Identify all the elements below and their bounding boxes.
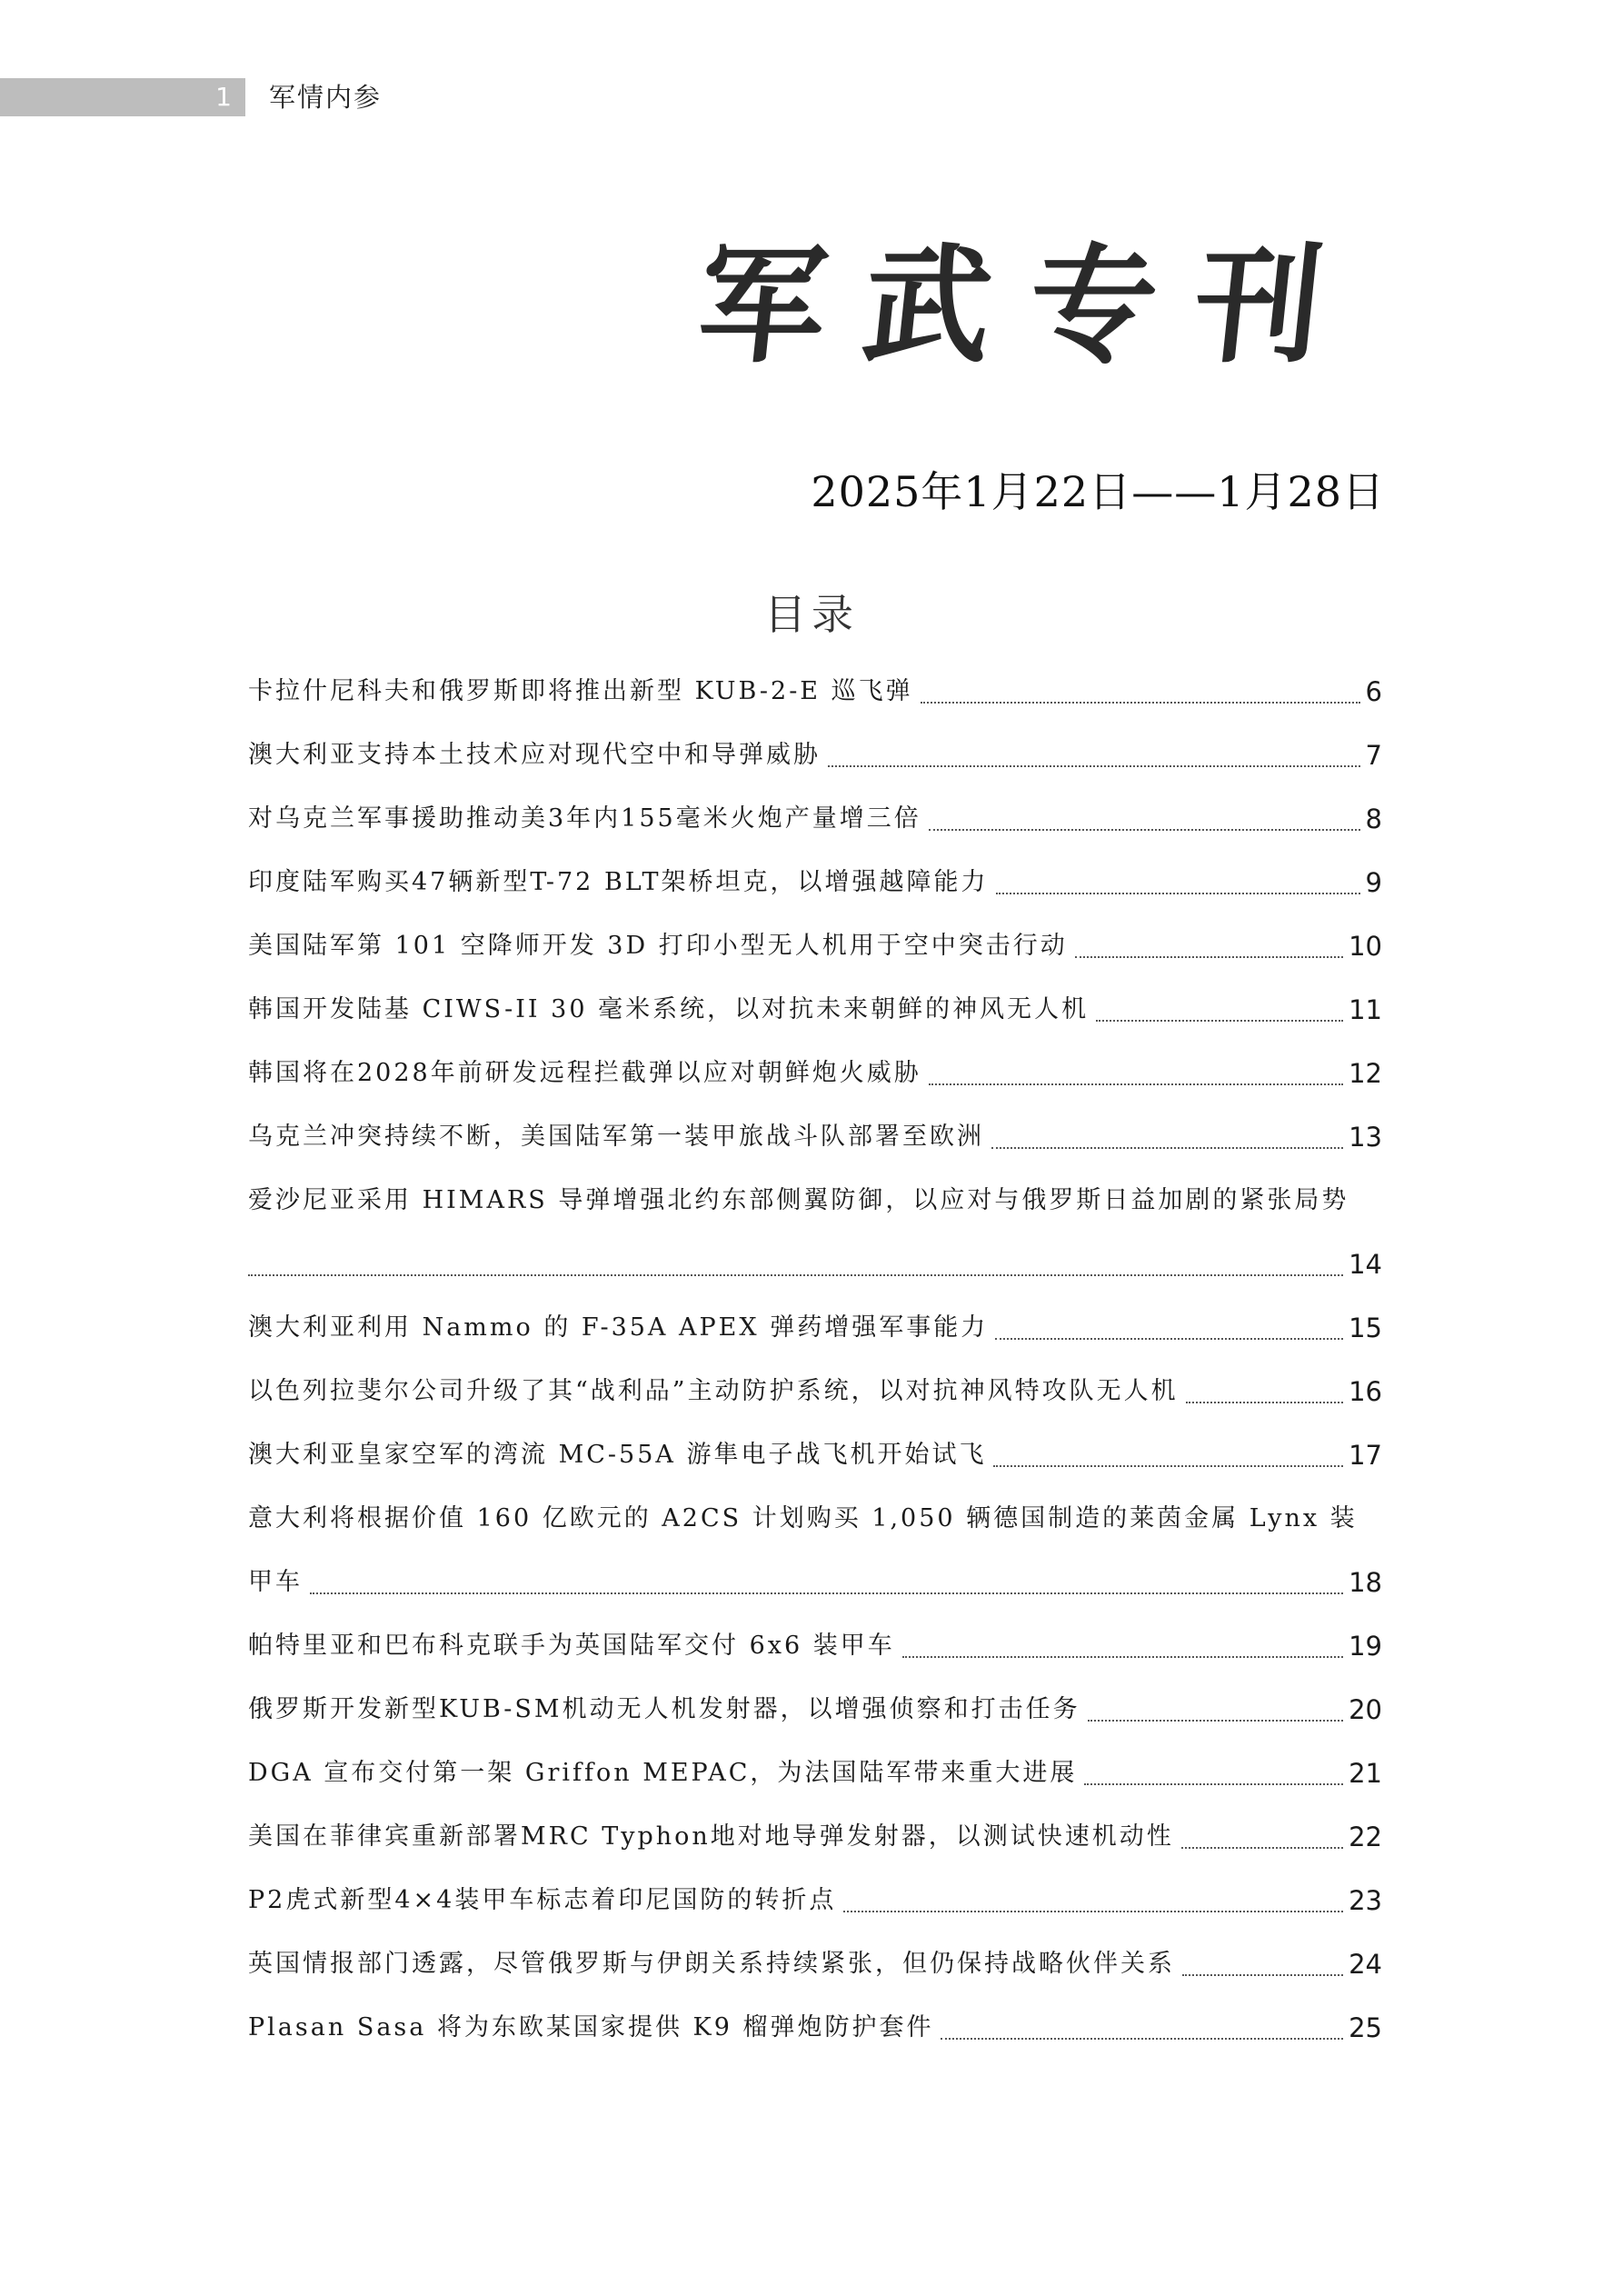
table-of-contents	[248, 660, 1382, 2060]
toc-entry-title: P2虎式新型4×4装甲车标志着印尼国防的转折点	[248, 1886, 837, 1914]
toc-entry[interactable]	[248, 1042, 1382, 1105]
toc-entry-page: 18	[1349, 1567, 1382, 1598]
toc-entry-page: 25	[1349, 2012, 1382, 2043]
toc-entry-page: 14	[1349, 1249, 1382, 1280]
toc-entry[interactable]	[248, 1678, 1382, 1742]
toc-entry-title: 英国情报部门透露，尽管俄罗斯与伊朗关系持续紧张，但仍保持战略伙伴关系	[248, 1950, 1175, 1978]
toc-entry[interactable]	[248, 1996, 1382, 2060]
toc-entry-title: 乌克兰冲突持续不断，美国陆军第一装甲旅战斗队部署至欧洲	[248, 1123, 984, 1151]
dot-leader	[929, 828, 1360, 831]
dot-leader	[921, 701, 1360, 704]
dot-leader	[843, 1910, 1343, 1912]
dot-leader	[310, 1592, 1343, 1594]
toc-entry-page: 6	[1365, 676, 1382, 707]
toc-entry-title: Plasan Sasa 将为东欧某国家提供 K9 榴弹炮防护套件	[248, 2013, 934, 2041]
toc-entry-page: 17	[1349, 1440, 1382, 1471]
toc-entry-page: 9	[1365, 867, 1382, 898]
toc-entry-page: 11	[1349, 994, 1382, 1025]
toc-entry[interactable]	[248, 1869, 1382, 1932]
dot-leader	[996, 892, 1360, 894]
toc-entry-page: 8	[1365, 804, 1382, 834]
toc-entry[interactable]	[248, 914, 1382, 978]
dot-leader	[1075, 955, 1343, 958]
toc-entry-title: 美国陆军第 101 空降师开发 3D 打印小型无人机用于空中突击行动	[248, 932, 1068, 960]
toc-entry-page: 23	[1349, 1885, 1382, 1916]
dot-leader	[1182, 1973, 1343, 1976]
toc-entry-page: 21	[1349, 1758, 1382, 1789]
toc-entry-page: 10	[1349, 931, 1382, 962]
toc-entry-title: 澳大利亚支持本土技术应对现代空中和导弹威胁	[248, 741, 821, 769]
dot-leader	[1096, 1019, 1343, 1022]
toc-entry[interactable]	[248, 660, 1382, 724]
toc-entry[interactable]	[248, 1614, 1382, 1678]
toc-entry-title: 甲车	[248, 1568, 303, 1596]
toc-entry-title: 爱沙尼亚采用 HIMARS 导弹增强北约东部侧翼防御，以应对与俄罗斯日益加剧的紧张局势	[248, 1186, 1349, 1214]
dot-leader	[993, 1464, 1343, 1467]
header-divider	[245, 78, 248, 116]
dot-leader	[248, 1273, 1343, 1276]
toc-entry[interactable]	[248, 787, 1382, 851]
page-number: 1	[215, 82, 232, 112]
publication-name: 军情内参	[269, 82, 383, 113]
dot-leader	[1088, 1719, 1344, 1722]
toc-entry[interactable]	[248, 1296, 1382, 1360]
toc-entry[interactable]	[248, 1423, 1382, 1487]
dot-leader	[929, 1083, 1343, 1085]
toc-entry[interactable]	[248, 1487, 1382, 1614]
dot-leader	[941, 2037, 1343, 2040]
toc-entry-page: 15	[1349, 1313, 1382, 1343]
toc-entry-title: 对乌克兰军事援助推动美3年内155毫米火炮产量增三倍	[248, 804, 921, 833]
dot-leader	[1186, 1401, 1343, 1403]
toc-entry-title: 卡拉什尼科夫和俄罗斯即将推出新型 KUB-2-E 巡飞弹	[248, 677, 913, 705]
toc-entry-page: 19	[1349, 1631, 1382, 1662]
toc-entry[interactable]	[248, 1360, 1382, 1423]
toc-entry-page: 20	[1349, 1694, 1382, 1725]
toc-entry-title: 帕特里亚和巴布科克联手为英国陆军交付 6x6 装甲车	[248, 1632, 895, 1660]
toc-entry-title: 韩国将在2028年前研发远程拦截弹以应对朝鲜炮火威胁	[248, 1059, 921, 1087]
toc-entry-title: 美国在菲律宾重新部署MRC Typhon地对地导弹发射器，以测试快速机动性	[248, 1822, 1174, 1851]
dot-leader	[1181, 1846, 1343, 1849]
dot-leader	[902, 1655, 1343, 1658]
dot-leader	[995, 1337, 1343, 1340]
dot-leader	[828, 764, 1360, 767]
toc-entry-page: 7	[1365, 740, 1382, 771]
toc-entry[interactable]	[248, 1105, 1382, 1169]
toc-entry[interactable]	[248, 1169, 1382, 1296]
toc-entry-title: 俄罗斯开发新型KUB-SM机动无人机发射器，以增强侦察和打击任务	[248, 1695, 1080, 1723]
toc-entry-title: 澳大利亚利用 Nammo 的 F-35A APEX 弹药增强军事能力	[248, 1313, 989, 1342]
toc-entry-title: 韩国开发陆基 CIWS-II 30 毫米系统，以对抗未来朝鲜的神风无人机	[248, 995, 1090, 1023]
toc-entry-title: 以色列拉斐尔公司升级了其“战利品”主动防护系统，以对抗神风特攻队无人机	[248, 1377, 1179, 1405]
toc-entry-page: 22	[1349, 1822, 1382, 1852]
dot-leader	[1084, 1782, 1343, 1785]
toc-entry-page: 13	[1349, 1122, 1382, 1153]
main-title: 军武专刊	[691, 232, 1369, 381]
toc-entry[interactable]	[248, 1932, 1382, 1996]
toc-entry-page: 12	[1349, 1058, 1382, 1089]
toc-entry-title: DGA 宣布交付第一架 Griffon MEPAC，为法国陆军带来重大进展	[248, 1759, 1078, 1787]
toc-entry-page: 16	[1349, 1376, 1382, 1407]
toc-entry-page: 24	[1349, 1949, 1382, 1980]
toc-entry[interactable]	[248, 978, 1382, 1042]
toc-entry[interactable]	[248, 1805, 1382, 1869]
toc-entry[interactable]	[248, 1742, 1382, 1805]
dot-leader	[991, 1146, 1343, 1149]
toc-entry-title: 澳大利亚皇家空军的湾流 MC-55A 游隼电子战飞机开始试飞	[248, 1441, 987, 1469]
toc-entry[interactable]	[248, 851, 1382, 914]
toc-entry[interactable]	[248, 724, 1382, 787]
toc-entry-title: 意大利将根据价值 160 亿欧元的 A2CS 计划购买 1,050 辆德国制造的莱茵金属 Lynx 装	[248, 1504, 1358, 1532]
toc-heading: 目录	[764, 590, 859, 639]
date-range: 2025年1月22日——1月28日	[811, 467, 1385, 516]
toc-entry-title: 印度陆军购买47辆新型T-72 BLT架桥坦克，以增强越障能力	[248, 868, 989, 896]
